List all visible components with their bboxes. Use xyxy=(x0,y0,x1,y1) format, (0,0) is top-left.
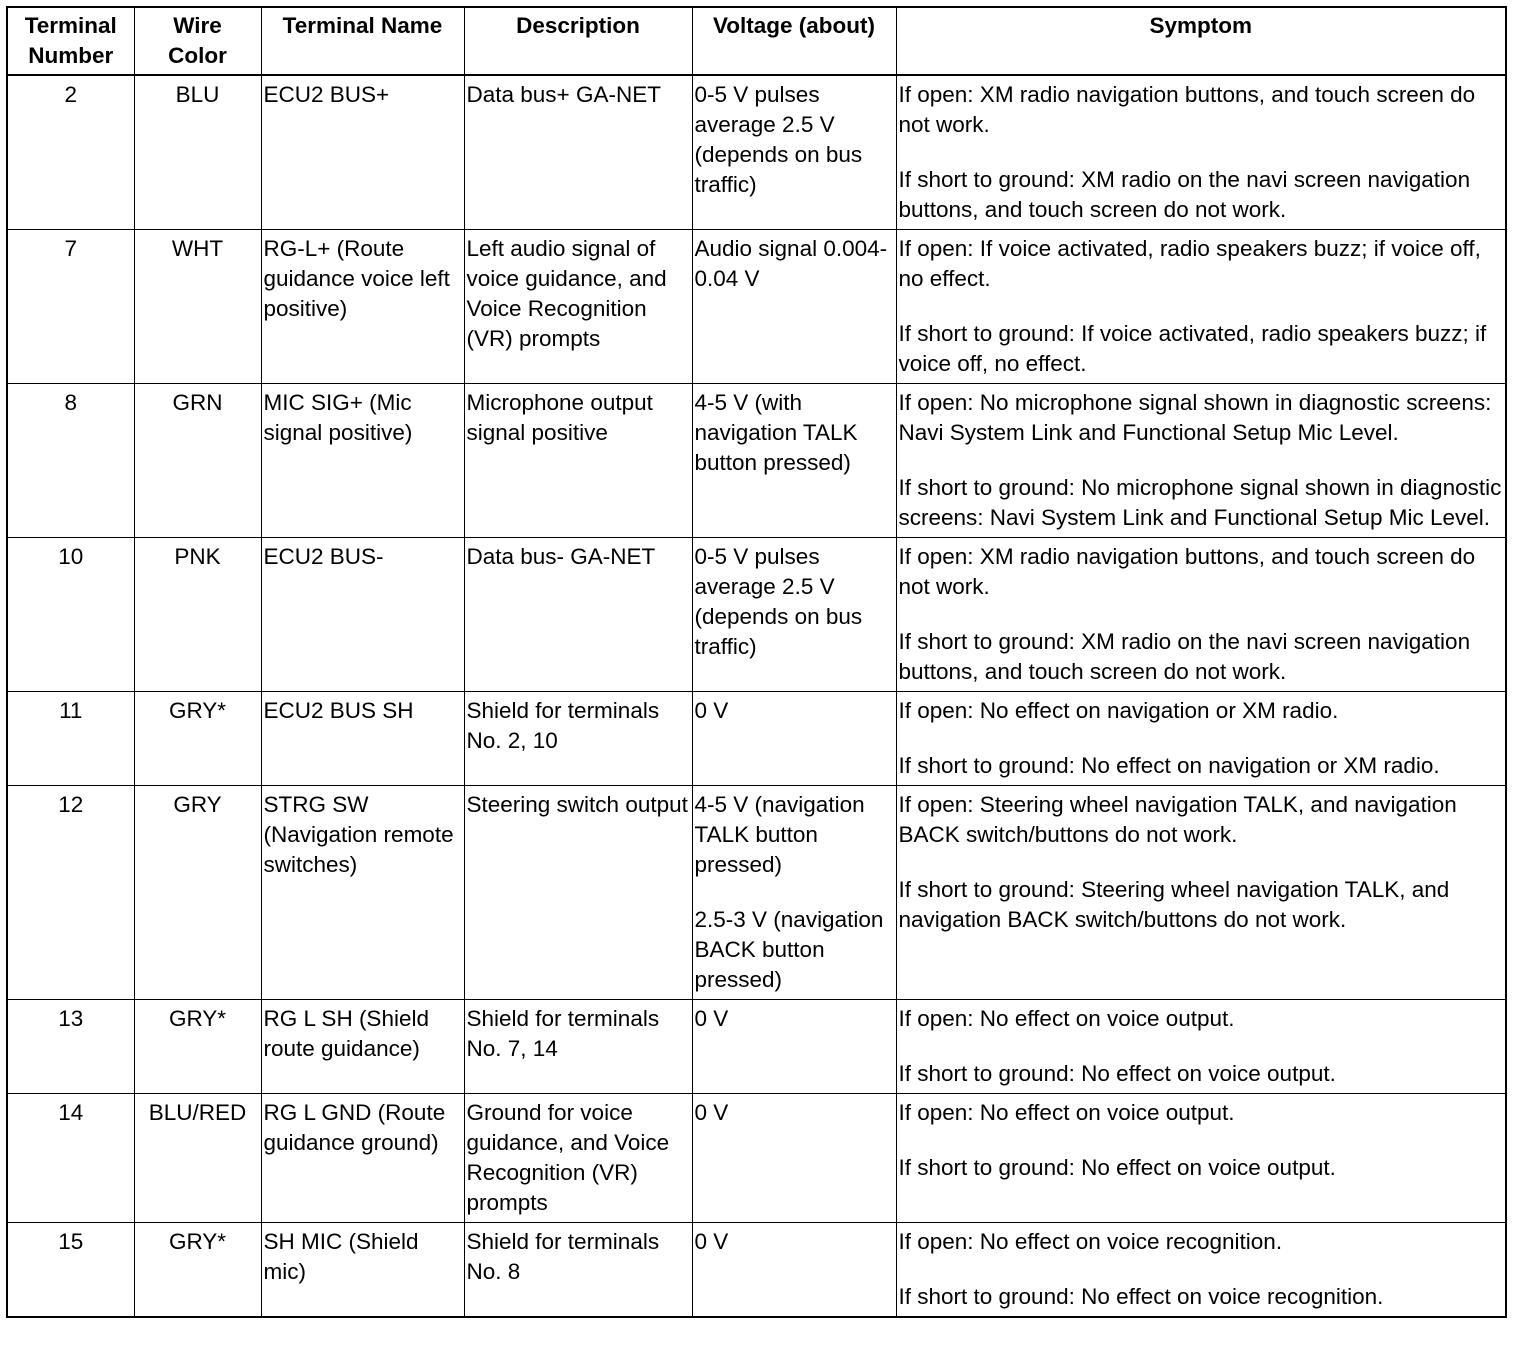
cell-terminal-name: RG-L+ (Route guidance voice left positive) xyxy=(261,230,464,384)
cell-terminal-number: 13 xyxy=(7,1000,134,1094)
cell-voltage xyxy=(692,538,896,692)
cell-symptom-paragraph: If short to ground: No effect on voice output. xyxy=(898,1155,1336,1180)
cell-terminal-number: 15 xyxy=(7,1223,134,1318)
header-terminal-number: Terminal Number xyxy=(7,7,134,75)
cell-description: Shield for terminals No. 7, 14 xyxy=(464,1000,692,1094)
table-row xyxy=(7,384,1506,538)
table-row xyxy=(7,692,1506,786)
cell-symptom-paragraph: If short to ground: No effect on voice recognition. xyxy=(898,1284,1384,1309)
cell-voltage xyxy=(692,230,896,384)
cell-symptom xyxy=(896,538,1506,692)
table-row xyxy=(7,1223,1506,1318)
cell-terminal-number: 10 xyxy=(7,538,134,692)
cell-terminal-name: ECU2 BUS SH xyxy=(261,692,464,786)
table-row xyxy=(7,1094,1506,1223)
cell-terminal-number: 14 xyxy=(7,1094,134,1223)
cell-voltage-paragraph: 0 V xyxy=(694,1006,729,1031)
cell-voltage xyxy=(692,1094,896,1223)
table-row xyxy=(7,1000,1506,1094)
header-voltage: Voltage (about) xyxy=(692,7,896,75)
cell-symptom xyxy=(896,384,1506,538)
cell-voltage-paragraph: 0 V xyxy=(694,1100,729,1125)
cell-symptom xyxy=(896,1000,1506,1094)
cell-wire-color: BLU/RED xyxy=(134,1094,261,1223)
cell-terminal-number: 8 xyxy=(7,384,134,538)
header-symptom: Symptom xyxy=(896,7,1506,75)
cell-symptom xyxy=(896,1094,1506,1223)
cell-description: Data bus+ GA-NET xyxy=(464,75,692,230)
cell-symptom-paragraph: If open: XM radio navigation buttons, and touch screen do not work. xyxy=(898,544,1476,599)
cell-description: Ground for voice guidance, and Voice Recognition (VR) prompts xyxy=(464,1094,692,1223)
header-row xyxy=(7,7,1506,75)
cell-wire-color: GRY* xyxy=(134,1000,261,1094)
cell-voltage-paragraph: 2.5-3 V (navigation BACK button pressed) xyxy=(694,907,884,992)
cell-terminal-number: 12 xyxy=(7,786,134,1000)
cell-wire-color: GRN xyxy=(134,384,261,538)
cell-voltage xyxy=(692,1223,896,1318)
cell-description: Shield for terminals No. 2, 10 xyxy=(464,692,692,786)
cell-symptom-paragraph: If open: No effect on navigation or XM radio. xyxy=(898,698,1339,723)
cell-voltage-paragraph: 4-5 V (with navigation TALK button pressed) xyxy=(694,390,858,475)
cell-description: Microphone output signal positive xyxy=(464,384,692,538)
cell-voltage xyxy=(692,692,896,786)
table-row xyxy=(7,230,1506,384)
cell-symptom-paragraph: If open: No effect on voice recognition. xyxy=(898,1229,1283,1254)
cell-symptom-paragraph: If open: No effect on voice output. xyxy=(898,1006,1235,1031)
cell-terminal-number: 11 xyxy=(7,692,134,786)
cell-description: Left audio signal of voice guidance, and Voice Recognition (VR) prompts xyxy=(464,230,692,384)
cell-symptom-paragraph: If open: If voice activated, radio speakers buzz; if voice off, no effect. xyxy=(898,236,1481,291)
table-row xyxy=(7,786,1506,1000)
cell-symptom-paragraph: If open: No effect on voice output. xyxy=(898,1100,1235,1125)
header-description: Description xyxy=(464,7,692,75)
cell-voltage-paragraph: 4-5 V (navigation TALK button pressed) xyxy=(694,792,865,877)
cell-voltage-paragraph: 0 V xyxy=(694,698,729,723)
cell-terminal-name: ECU2 BUS- xyxy=(261,538,464,692)
cell-wire-color: GRY* xyxy=(134,692,261,786)
cell-terminal-name: ECU2 BUS+ xyxy=(261,75,464,230)
cell-symptom-paragraph: If short to ground: No effect on navigation or XM radio. xyxy=(898,753,1440,778)
cell-wire-color: GRY xyxy=(134,786,261,1000)
cell-voltage xyxy=(692,75,896,230)
cell-voltage-paragraph: 0-5 V pulses average 2.5 V (depends on bus traffic) xyxy=(694,82,863,197)
cell-description: Data bus- GA-NET xyxy=(464,538,692,692)
terminal-table xyxy=(6,6,1507,1318)
cell-terminal-number: 7 xyxy=(7,230,134,384)
cell-symptom-paragraph: If short to ground: If voice activated, radio speakers buzz; if voice off, no effect. xyxy=(898,321,1487,376)
cell-description: Steering switch output xyxy=(464,786,692,1000)
cell-terminal-name: STRG SW (Navigation remote switches) xyxy=(261,786,464,1000)
cell-wire-color: PNK xyxy=(134,538,261,692)
cell-voltage xyxy=(692,384,896,538)
header-wire-color: Wire Color xyxy=(134,7,261,75)
cell-wire-color: BLU xyxy=(134,75,261,230)
header-terminal-name: Terminal Name xyxy=(261,7,464,75)
table-row xyxy=(7,75,1506,230)
cell-symptom-paragraph: If short to ground: No effect on voice output. xyxy=(898,1061,1336,1086)
cell-symptom xyxy=(896,230,1506,384)
cell-voltage xyxy=(692,1000,896,1094)
cell-voltage-paragraph: Audio signal 0.004-0.04 V xyxy=(694,236,888,291)
cell-symptom xyxy=(896,692,1506,786)
cell-symptom xyxy=(896,786,1506,1000)
cell-terminal-name: RG L SH (Shield route guidance) xyxy=(261,1000,464,1094)
cell-description: Shield for terminals No. 8 xyxy=(464,1223,692,1318)
cell-voltage xyxy=(692,786,896,1000)
cell-wire-color: GRY* xyxy=(134,1223,261,1318)
cell-terminal-number: 2 xyxy=(7,75,134,230)
cell-voltage-paragraph: 0-5 V pulses average 2.5 V (depends on bus traffic) xyxy=(694,544,863,659)
table-header xyxy=(7,7,1506,75)
cell-symptom-paragraph: If open: XM radio navigation buttons, and touch screen do not work. xyxy=(898,82,1476,137)
cell-voltage-paragraph: 0 V xyxy=(694,1229,729,1254)
cell-symptom-paragraph: If open: No microphone signal shown in diagnostic screens: Navi System Link and Functional Setup Mic Level. xyxy=(898,390,1492,445)
table-row xyxy=(7,538,1506,692)
cell-symptom-paragraph: If short to ground: XM radio on the navi screen navigation buttons, and touch screen do not work. xyxy=(898,629,1471,684)
cell-symptom-paragraph: If short to ground: XM radio on the navi screen navigation buttons, and touch screen do not work. xyxy=(898,167,1471,222)
cell-symptom xyxy=(896,75,1506,230)
cell-terminal-name: RG L GND (Route guidance ground) xyxy=(261,1094,464,1223)
cell-symptom-paragraph: If open: Steering wheel navigation TALK, and navigation BACK switch/buttons do not work. xyxy=(898,792,1457,847)
cell-symptom xyxy=(896,1223,1506,1318)
cell-wire-color: WHT xyxy=(134,230,261,384)
table-body xyxy=(7,75,1506,1317)
cell-terminal-name: SH MIC (Shield mic) xyxy=(261,1223,464,1318)
cell-terminal-name: MIC SIG+ (Mic signal positive) xyxy=(261,384,464,538)
cell-symptom-paragraph: If short to ground: No microphone signal shown in diagnostic screens: Navi System Link and Functional Setup Mic Level. xyxy=(898,475,1502,530)
cell-symptom-paragraph: If short to ground: Steering wheel navigation TALK, and navigation BACK switch/buttons do not work. xyxy=(898,877,1450,932)
